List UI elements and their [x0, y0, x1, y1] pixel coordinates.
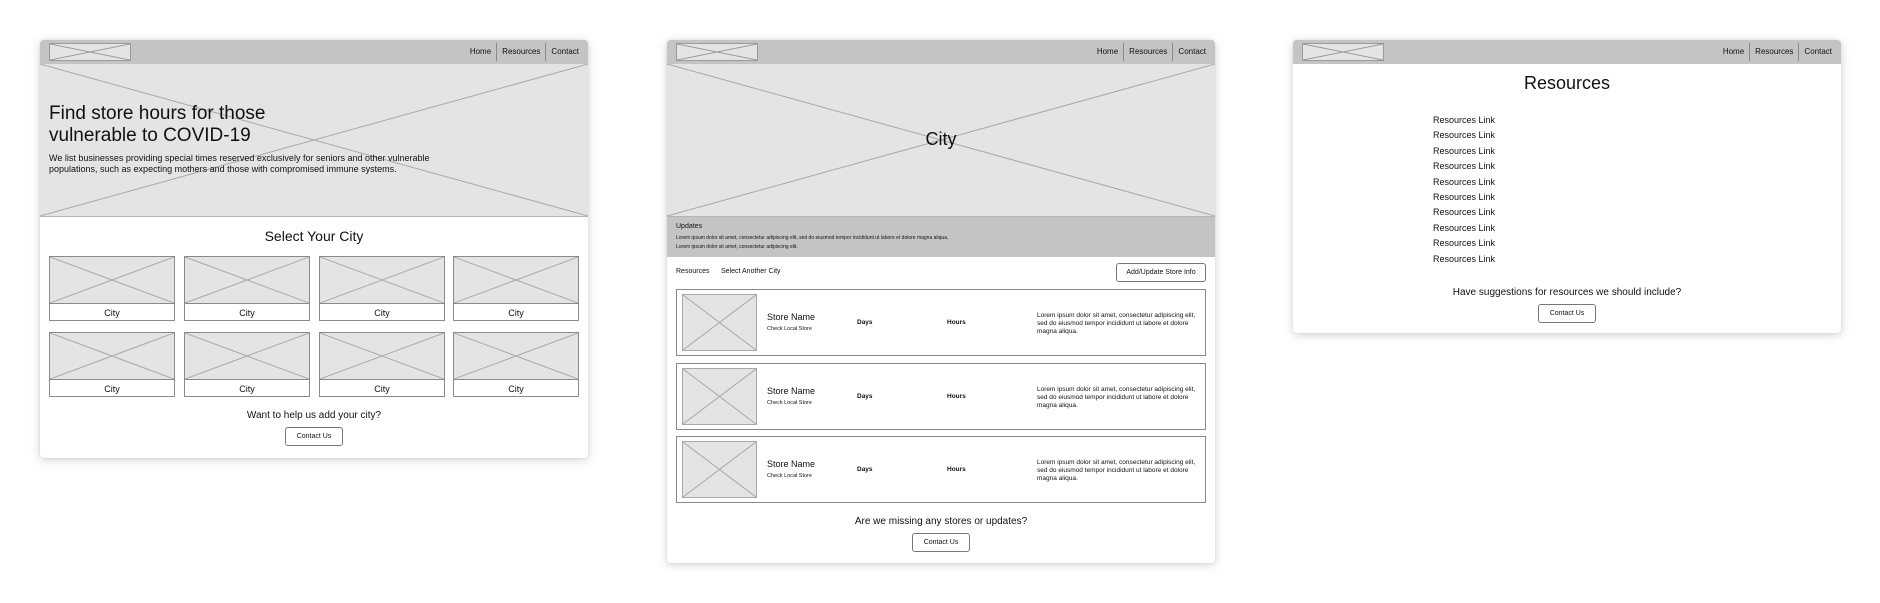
city-label: City: [374, 384, 390, 394]
store-image: [682, 441, 757, 498]
resources-link-list: [1433, 113, 1633, 267]
resources-link[interactable]: Resources Link: [1433, 238, 1496, 249]
nav-home-link[interactable]: Home: [469, 47, 492, 56]
city-label: City: [104, 384, 120, 394]
store-name: Store Name: [767, 459, 816, 469]
store-hours: Hours: [947, 319, 966, 326]
city-card[interactable]: [453, 332, 579, 397]
nav-home-link[interactable]: Home: [1722, 47, 1745, 56]
city-image: [320, 333, 444, 380]
updates-bar: [667, 217, 1215, 257]
image-placeholder-icon: [50, 44, 130, 60]
city-image: [320, 257, 444, 304]
resources-title: Resources: [1523, 73, 1611, 93]
city-label: City: [239, 308, 255, 318]
cta-text: Want to help us add your city?: [246, 410, 382, 421]
store-row: [676, 436, 1206, 503]
resources-link[interactable]: Resources Link: [1433, 191, 1496, 202]
image-placeholder-icon: [320, 333, 444, 379]
updates-text: Lorem ipsum dolor sit amet, consectetur adipiscing elit, sed do eiusmod tempor incididunt ut labore et dolore magna aliqua.: [676, 235, 949, 241]
city-hero-banner: [667, 64, 1215, 217]
logo-placeholder[interactable]: [49, 43, 131, 61]
top-nav: [40, 40, 588, 64]
updates-text: Lorem ipsum dolor sit amet, consectetur adipiscing elit.: [676, 244, 798, 250]
store-row: [676, 363, 1206, 430]
city-image: [50, 333, 174, 380]
home-page-frame: [40, 40, 588, 458]
hero-banner: [40, 64, 588, 217]
subnav-resources-link[interactable]: Resources: [676, 268, 710, 275]
store-row: [676, 289, 1206, 356]
image-placeholder-icon: [454, 257, 578, 303]
resources-link[interactable]: Resources Link: [1433, 176, 1496, 187]
nav-home-link[interactable]: Home: [1096, 47, 1119, 56]
check-local-store-link[interactable]: Check Local Store: [767, 400, 812, 406]
resources-link[interactable]: Resources Link: [1433, 253, 1496, 264]
top-nav: [667, 40, 1215, 64]
city-image: [185, 257, 309, 304]
nav-resources-link[interactable]: Resources: [1123, 43, 1172, 61]
city-card[interactable]: [319, 256, 445, 321]
city-card[interactable]: [184, 256, 310, 321]
city-title: City: [925, 129, 957, 149]
resources-link[interactable]: Resources Link: [1433, 161, 1496, 172]
contact-us-button[interactable]: Contact Us: [912, 533, 970, 552]
store-image: [682, 294, 757, 351]
section-title: Select Your City: [264, 228, 364, 244]
city-card[interactable]: [49, 332, 175, 397]
contact-us-button[interactable]: Contact Us: [285, 427, 343, 446]
store-description: Lorem ipsum dolor sit amet, consectetur adipiscing elit, sed do eiusmod tempor incididunt ut labore et dolore magna aliqua.: [1037, 459, 1196, 482]
city-image: [185, 333, 309, 380]
resources-link[interactable]: Resources Link: [1433, 207, 1496, 218]
hero-description-line: populations, such as expecting mothers and those with compromised immune systems.: [49, 164, 397, 174]
image-placeholder-icon: [1303, 44, 1383, 60]
resources-page-frame: [1293, 40, 1841, 333]
image-placeholder-icon: [185, 257, 309, 303]
top-nav: [1293, 40, 1841, 64]
store-description: Lorem ipsum dolor sit amet, consectetur adipiscing elit, sed do eiusmod tempor incididunt ut labore et dolore magna aliqua.: [1037, 312, 1196, 335]
store-days: Days: [857, 393, 873, 400]
image-placeholder-icon: [677, 44, 757, 60]
store-name: Store Name: [767, 312, 816, 322]
image-placeholder-icon: [50, 257, 174, 303]
city-card[interactable]: [49, 256, 175, 321]
add-update-store-button[interactable]: Add/Update Store Info: [1116, 263, 1206, 282]
check-local-store-link[interactable]: Check Local Store: [767, 326, 812, 332]
city-image: [50, 257, 174, 304]
nav-resources-link[interactable]: Resources: [1749, 43, 1798, 61]
image-placeholder-icon: [320, 257, 444, 303]
city-label: City: [239, 384, 255, 394]
store-image: [682, 368, 757, 425]
city-label: City: [104, 308, 120, 318]
city-card[interactable]: [319, 332, 445, 397]
store-days: Days: [857, 466, 873, 473]
cta-text: Have suggestions for resources we should include?: [1452, 287, 1682, 298]
hero-title-line: vulnerable to COVID-19: [49, 125, 251, 146]
logo-placeholder[interactable]: [676, 43, 758, 61]
image-placeholder-icon: [50, 333, 174, 379]
nav-contact-link[interactable]: Contact: [545, 43, 584, 61]
subnav-select-city-link[interactable]: Select Another City: [721, 268, 781, 275]
city-page-frame: [667, 40, 1215, 563]
image-placeholder-icon: [683, 442, 756, 497]
hero-description: [49, 153, 430, 175]
resources-link[interactable]: Resources Link: [1433, 145, 1496, 156]
image-placeholder-icon: [185, 333, 309, 379]
hero-title: [49, 103, 266, 147]
hero-title-line: Find store hours for those: [49, 103, 266, 124]
city-label: City: [508, 308, 524, 318]
image-placeholder-icon: [683, 369, 756, 424]
hero-description-line: We list businesses providing special times reserved exclusively for seniors and other vulnerable: [49, 153, 430, 163]
nav-contact-link[interactable]: Contact: [1798, 43, 1837, 61]
updates-title: Updates: [676, 223, 703, 230]
contact-us-button[interactable]: Contact Us: [1538, 304, 1596, 323]
resources-link[interactable]: Resources Link: [1433, 130, 1496, 141]
image-placeholder-icon: [454, 333, 578, 379]
nav-resources-link[interactable]: Resources: [496, 43, 545, 61]
logo-placeholder[interactable]: [1302, 43, 1384, 61]
resources-link[interactable]: Resources Link: [1433, 115, 1496, 125]
city-image: [454, 333, 578, 380]
store-description: Lorem ipsum dolor sit amet, consectetur adipiscing elit, sed do eiusmod tempor incididunt ut labore et dolore magna aliqua.: [1037, 386, 1196, 409]
cta-text: Are we missing any stores or updates?: [854, 516, 1028, 527]
check-local-store-link[interactable]: Check Local Store: [767, 473, 812, 479]
city-label: City: [508, 384, 524, 394]
city-card[interactable]: [453, 256, 579, 321]
store-days: Days: [857, 319, 873, 326]
store-name: Store Name: [767, 386, 816, 396]
store-hours: Hours: [947, 466, 966, 473]
city-image: [454, 257, 578, 304]
image-placeholder-icon: [683, 295, 756, 350]
nav-contact-link[interactable]: Contact: [1172, 43, 1211, 61]
resources-link[interactable]: Resources Link: [1433, 222, 1496, 233]
city-card[interactable]: [184, 332, 310, 397]
store-hours: Hours: [947, 393, 966, 400]
city-label: City: [374, 308, 390, 318]
